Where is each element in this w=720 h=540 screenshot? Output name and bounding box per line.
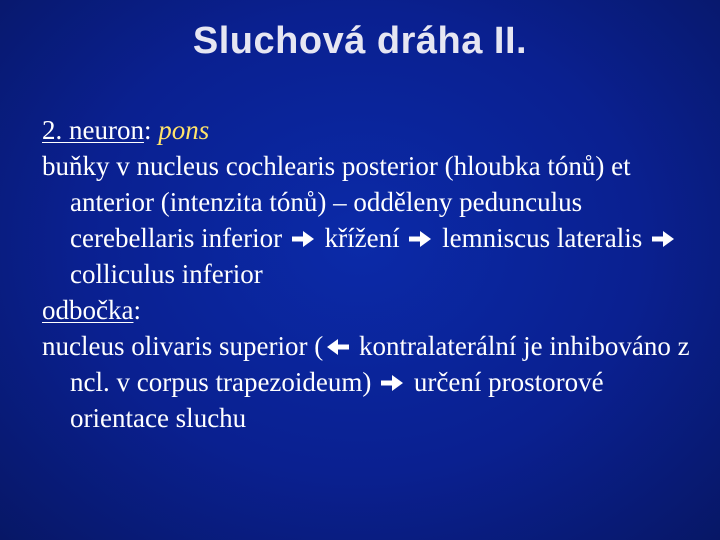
arrow-right-icon: [381, 374, 404, 392]
olivary-text-3: určení prostorové orientace sluchu: [70, 367, 604, 433]
arrow-right-icon: [409, 230, 432, 248]
slide-title: Sluchová dráha II.: [192, 20, 528, 62]
neuron-line: [42, 112, 692, 148]
slide-body: [42, 112, 692, 436]
branch-line: [42, 292, 692, 328]
arrow-left-icon: [326, 338, 349, 356]
arrow-right-icon: [292, 230, 315, 248]
cells-text-3: lemniscus lateralis: [435, 223, 650, 253]
arrow-right-icon: [652, 230, 675, 248]
cells-paragraph: [42, 148, 692, 292]
cells-text-4: colliculus inferior: [70, 259, 263, 289]
olivary-paragraph: [42, 328, 692, 436]
olivary-text-2: kontralaterální je inhibováno z ncl. v corpus trapezoideum): [70, 331, 690, 397]
neuron-label: 2. neuron: [42, 115, 144, 145]
olivary-text-1: nucleus olivaris superior (: [42, 331, 324, 361]
branch-colon: :: [133, 295, 141, 325]
cells-text-2: křížení: [317, 223, 407, 253]
neuron-value: pons: [158, 115, 210, 145]
neuron-colon: :: [143, 115, 159, 145]
branch-label: odbočka: [42, 295, 134, 325]
cells-text-1: buňky v nucleus cochlearis posterior (hloubka tónů) et anterior (intenzita tónů) – odděleny pedunculus cerebellaris inferior: [42, 151, 631, 253]
